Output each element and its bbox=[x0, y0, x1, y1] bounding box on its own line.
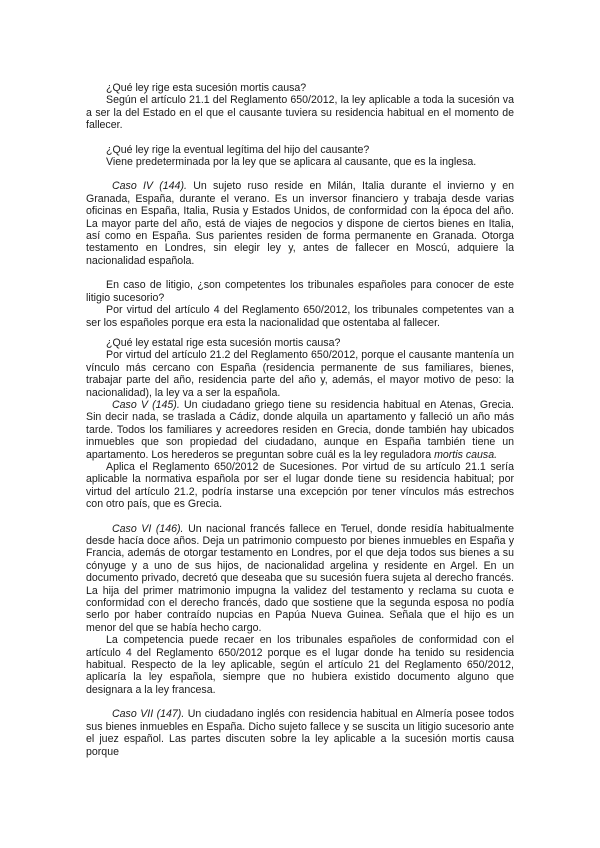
case-vii-text: Un ciudadano inglés con residencia habitual en Almería posee todos sus bienes inmuebles en España. Dicho sujeto fallece y se suscita un litigio sucesorio ante el juez español. Las partes discuten sobre la ley aplicable a la sucesión mortis causa porque bbox=[86, 708, 514, 758]
case-vi-text: Un nacional francés fallece en Teruel, donde residía habitualmente desde hacía doce años. Deja un patrimonio compuesto por bienes inmuebles en España y Francia, además de otorgar testamento en Londres, por el que deja todos sus bienes a su cónyuge y a uno de sus hijos, de nacionalidad argelina y residente en Argel. En un documento privado, decretó que deseaba que su sucesión fuera sujeta al derecho francés. La hija del primer matrimonio impugna la validez del testamento y reclama su cuota e conformidad con el derecho francés, dado que sostiene que la segunda esposa no podía serlo por haber contraído nupcias en Papúa Nueva Guinea. Señala que el hijo es un menor del que se había hecho cargo. bbox=[86, 522, 514, 634]
document-page bbox=[86, 82, 514, 758]
case-v-text: Un ciudadano griego tiene su residencia habitual en Atenas, Grecia. Sin decir nada, se traslada a Cádiz, donde alquila un apartamento y falleció un año más tarde. Todos los familiares y acreedores residen en Grecia, donde también hay ubicados inmuebles que son propiedad del ciudadano, aunque en España también tiene un apartamento. Los herederos se preguntan sobre cuál es la ley reguladora bbox=[86, 398, 514, 461]
answer-2: Viene predeterminada por la ley que se aplicara al causante, que es la inglesa. bbox=[106, 156, 477, 169]
case-vii-label: Caso VII (147). bbox=[112, 708, 185, 721]
case-v-paragraph bbox=[86, 399, 514, 461]
case-iv-paragraph bbox=[86, 180, 514, 267]
case-vi-paragraph bbox=[86, 523, 514, 635]
answer-5: Aplica el Reglamento 650/2012 de Sucesiones. Por virtud de su artículo 21.1 sería aplicable la normativa española por ser el lugar donde tiene su residencia habitual; por virtud del artículo 21.2, podría instarse una excepción por tener vínculos más estrechos con otro país, que es Grecia. bbox=[86, 460, 514, 511]
case-vii-paragraph bbox=[86, 708, 514, 758]
answer-4: Por virtud del artículo 21.2 del Reglamento 650/2012, porque el causante mantenía un vínculo más cercano con España (residencia permanente de sus familiares, bienes, trabajar parte del año, residencia parte del año y, además, el mayor motivo de peso: la nacionalidad), la ley va a ser la española. bbox=[86, 349, 514, 399]
answer-6: La competencia puede recaer en los tribunales españoles de conformidad con el artículo 4 del Reglamento 650/2012 porque es el lugar donde ha tenido su residencia habitual. Respecto de la ley aplicable, según el artículo 21 del Reglamento 650/2012, aplicaría la ley española, siempre que no hubiera existido documento alguno que designara a la ley francesa. bbox=[86, 634, 514, 696]
case-v-label: Caso V (145). bbox=[112, 398, 180, 411]
case-iv-text: Un sujeto ruso reside en Milán, Italia durante el invierno y en Granada, España, durante el verano. Es un inversor financiero y trabaja desde varias oficinas en España, Italia, Rusia y Estados Unidos, de conformidad con la época del año. La mayor parte del año, está de viajes de negocios y dispone de ciertos bienes en Italia, así como en España. Sus parientes residen de forma permanente en Granada. Otorga testamento en Londres, sin elegir ley y, antes de fallecer en Moscú, adquiere la nacionalidad española. bbox=[86, 180, 514, 267]
answer-3: Por virtud del artículo 4 del Reglamento 650/2012, los tribunales competentes van a ser los españoles porque era esta la nacionalidad que ostentaba al fallecer. bbox=[86, 304, 514, 329]
case-iv-label: Caso IV (144). bbox=[112, 180, 187, 193]
case-vi-label: Caso VI (146). bbox=[112, 522, 184, 535]
question-4: ¿Qué ley estatal rige esta sucesión mortis causa? bbox=[106, 336, 341, 349]
question-1: ¿Qué ley rige esta sucesión mortis causa? bbox=[106, 82, 307, 94]
question-2: ¿Qué ley rige la eventual legítima del hijo del causante? bbox=[106, 143, 370, 156]
answer-1: Según el artículo 21.1 del Reglamento 650/2012, la ley aplicable a toda la sucesión va a ser la del Estado en el que el causante tuviera su residencia habitual en el momento de fallecer. bbox=[86, 94, 514, 132]
case-v-end: mortis causa. bbox=[434, 448, 498, 461]
question-3: En caso de litigio, ¿son competentes los tribunales españoles para conocer de este litigio sucesorio? bbox=[86, 279, 514, 304]
